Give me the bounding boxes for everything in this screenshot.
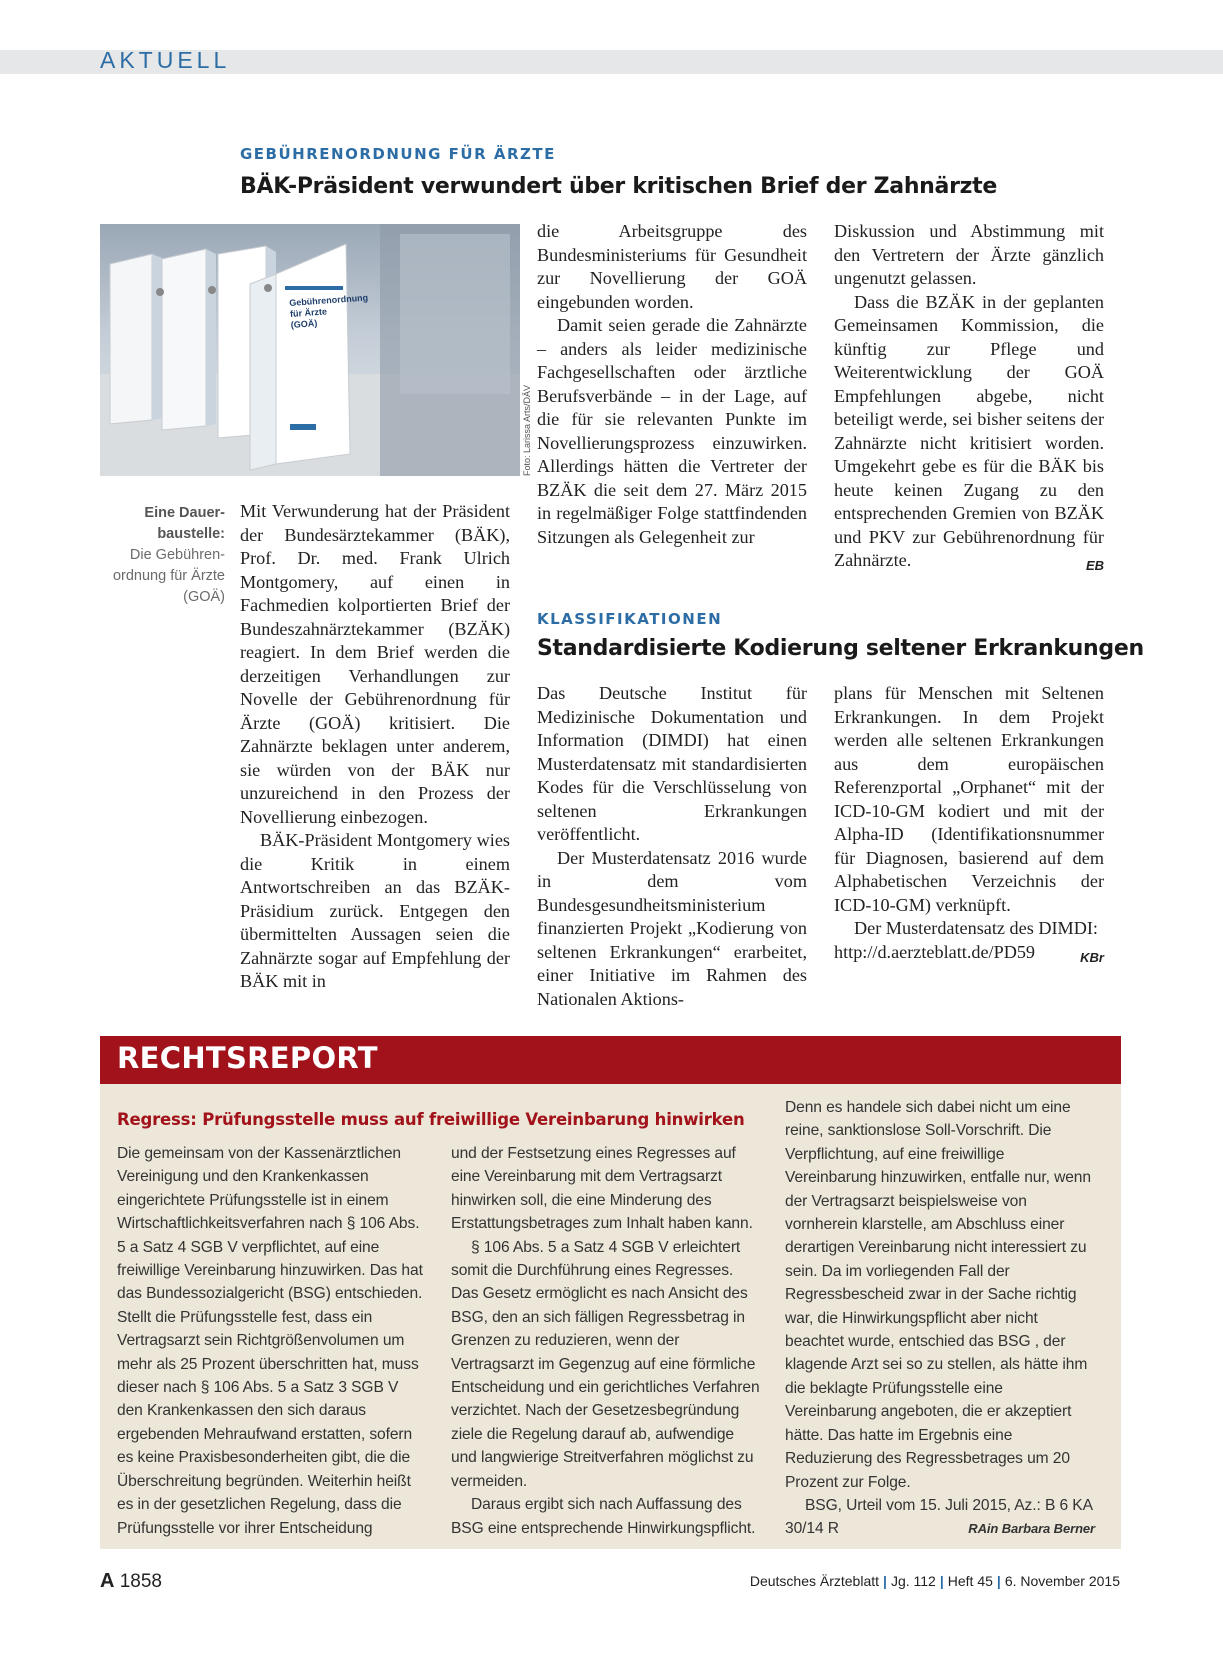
rechtsreport-subtitle: Regress: Prüfungsstelle muss auf freiwillige Vereinbarung hinwirken (117, 1110, 745, 1129)
rechtsreport-title: RECHTSREPORT (117, 1041, 378, 1075)
paragraph: BÄK-Präsident Montgomery wies die Kritik in einem Antwortschreiben an das BZÄK-Präsidium zurück. Entgegen den übermittelten Aussagen seien die Zahnärzte sogar auf Empfehlung der BÄK mit in (240, 830, 510, 991)
rechtsreport-column-2 (451, 1142, 761, 1540)
article2-signature: KBr (1080, 949, 1104, 965)
article2-column-2 (834, 682, 1104, 969)
photo-credit: Foto: Larissa Arts/DÄV (522, 384, 532, 476)
paragraph: Der Musterdatensatz 2016 wurde in dem vom Bundesgesundheitsministerium finanzierten Projekt „Kodierung von seltenen Erkrankungen“ erarbeitet, einer Initiative im Rahmen des Nationalen Aktions- (537, 847, 807, 1009)
article1-signature: EB (1085, 558, 1104, 573)
article1-column-3 (834, 220, 1104, 578)
article1-headline: BÄK-Präsident verwundert über kritischen Brief der Zahnärzte (240, 174, 997, 199)
paragraph: plans für Menschen mit Seltenen Erkrankungen. In dem Projekt werden alle seltenen Erkrankungen aus dem europäischen Referenzportal „Orphanet“ mit der ICD-10-GM kodiert und mit der Alpha-ID (Identifikationsnummer für Diagnosen, basierend auf dem Alphabetischen Verzeichnis der ICD-10-GM) verknüpft. (834, 683, 1104, 915)
book-title: Gebührenordnung für Ärzte (GOÄ) (288, 292, 369, 330)
section-label: AKTUELL (100, 47, 231, 73)
rechtsreport-column-1 (117, 1142, 427, 1540)
article1-column-2 (537, 220, 807, 549)
paragraph: Denn es handele sich dabei nicht um eine reine, sanktionslose Soll-Vorschrift. Die Verpflichtung, auf eine freiwillige Vereinbarung hinzuwirken, entfalle nur, wenn der Vertragsarzt beispielsweise von vornherein klarstelle, am Abschluss einer derartigen Vereinbarung nicht interessiert zu sein. Da im vorliegenden Fall der Regressbescheid zwar in der Sache richtig war, die Hinwirkungspflicht aber nicht beachtet wurde, entschied das BSG , der klagende Arzt sei so zu stellen, als hätte ihm die beklagte Prüfungsstelle eine Vereinbarung angeboten, die er akzeptiert hätte. Das hatte im Ergebnis eine Reduzierung des Regressbetrages um 20 Prozent zur Folge. (785, 1099, 1091, 1491)
page-number (100, 1570, 162, 1593)
journal-date: 6. November 2015 (1004, 1573, 1120, 1589)
paragraph: Mit Verwunderung hat der Präsident der Bundesärztekammer (BÄK), Prof. Dr. med. Frank Ulrich Montgomery, auf einen in Fachmedien kolportierten Brief der Bundeszahnärztekammer (BZÄK) reagiert. In dem Brief werden die derzeitigen Verhandlungen zur Novelle der Gebührenordnung für Ärzte (GOÄ) kritisiert. Die Zahnärzte beklagen unter anderem, sie würden von der BÄK nur unzureichend in den Prozess der Novellierung einbezogen. (240, 501, 510, 827)
article1-column-1 (240, 500, 510, 994)
paragraph: Damit seien gerade die Zahnärzte – anders als leider medizinische Fachgesellschaften oder ärztliche Berufsverbände – in der Lage, auf die für sie relevanten Punkte im Novellierungsprozess einzuwirken. Allerdings hätten die Vertreter der BZÄK die seit dem 27. März 2015 in regelmäßiger Folge stattfindenden Sitzungen als Gelegenheit zur (537, 315, 807, 547)
caption-bold: Eine Dauerbaustelle: (144, 505, 225, 542)
paragraph: Die gemeinsam von der Kassenärztlichen Vereinigung und den Krankenkassen eingerichtete Prüfungsstelle ist in einem Wirtschaftlichkeitsverfahren nach § 106 Abs. 5 a Satz 4 SGB V verpflichtet, auf eine freiwillige Vereinbarung hinzuwirken. Das hat das Bundessozialgericht (BSG) entschieden. Stellt die Prüfungsstelle fest, dass ein Vertragsarzt sein Richtgrößenvolumen um mehr als 25 Prozent überschritten hat, muss dieser nach § 106 Abs. 5 a Satz 3 SGB V den Krankenkassen den sich daraus ergebenden Mehraufwand erstatten, sofern es keine Praxisbesonderheiten gibt, die die Überschreitung begründen. Weiterhin heißt es in der gesetzlichen Regelung, dass die Prüfungsstelle vor ihrer Entscheidung (117, 1145, 423, 1537)
binders-illustration (100, 224, 520, 476)
footer-journal-info: Deutsches Ärzteblatt | Jg. 112 | Heft 45 | 6. November 2015 (749, 1573, 1120, 1589)
rechtsreport-column-3 (785, 1096, 1095, 1541)
journal-volume: Jg. 112 (890, 1573, 936, 1589)
paragraph: Diskussion und Abstimmung mit den Vertretern der Ärzte gänzlich ungenutzt gelassen. (834, 221, 1104, 288)
caption-text: Die Gebührenordnung für Ärzte (GOÄ) (112, 547, 225, 605)
article2-kicker: KLASSIFIKATIONEN (537, 610, 723, 628)
article1-kicker: GEBÜHRENORDNUNG FÜR ÄRZTE (240, 145, 556, 163)
page-number-value: 1858 (119, 1571, 163, 1592)
paragraph: § 106 Abs. 5 a Satz 4 SGB V erleichtert somit die Durchführung eines Regresses. Das Gesetz ermöglicht es nach Ansicht des BSG, den an sich fälligen Regressbetrag in Grenzen zu reduzieren, wenn der Vertragsarzt im Gegenzug auf eine förmliche Entscheidung und ein gerichtliches Verfahren verzichtet. Nach der Gesetzesbegründung ziele die Regelung darauf ab, aufwendige und langwierige Streitverfahren möglichst zu vermeiden. (451, 1238, 760, 1490)
journal-issue: Heft 45 (947, 1573, 993, 1589)
rechtsreport-signature: RAin Barbara Berner (968, 1521, 1095, 1537)
paragraph: und der Festsetzung eines Regresses auf eine Vereinbarung mit dem Vertragsarzt hinwirken soll, die eine Minderung des Erstattungsbetrages zum Inhalt haben kann. (451, 1145, 753, 1233)
paragraph: die Arbeitsgruppe des Bundesministeriums für Gesundheit zur Novellierung der GOÄ eingebunden worden. (537, 221, 807, 312)
article1-photo (100, 224, 520, 476)
photo-caption (100, 503, 225, 608)
paragraph: Das Deutsche Institut für Medizinische Dokumentation und Information (DIMDI) hat einen Musterdatensatz mit standardisierten Kodes für die Verschlüsselung von seltenen Erkrankungen veröffentlicht. (537, 683, 807, 844)
paragraph: Daraus ergibt sich nach Auffassung des BSG eine entsprechende Hinwirkungspflicht. (451, 1496, 756, 1537)
page-prefix: A (100, 1570, 115, 1592)
paragraph: Dass die BZÄK in der geplanten Gemeinsamen Kommission, die künftig zur Pflege und Weiterentwicklung der GOÄ Empfehlungen abgebe, nicht beteiligt werde, sei bisher seitens der Zahnärzte nicht kritisiert worden. Umgekehrt gebe es für die BÄK bis heute keinen Zugang zu den entsprechenden Gremien von BZÄK und PKV zur Gebührenordnung für Zahnärzte. (834, 291, 1104, 570)
article2-headline: Standardisierte Kodierung seltener Erkrankungen (537, 636, 1144, 661)
dimdi-link[interactable]: Der Musterdatensatz des DIMDI: http://d.aerzteblatt.de/PD59 (834, 918, 1098, 962)
article2-column-1 (537, 682, 807, 1011)
journal-name: Deutsches Ärzteblatt (749, 1573, 880, 1589)
paragraph: BSG, Urteil vom 15. Juli 2015, Az.: B 6 KA 30/14 R (785, 1496, 1093, 1538)
